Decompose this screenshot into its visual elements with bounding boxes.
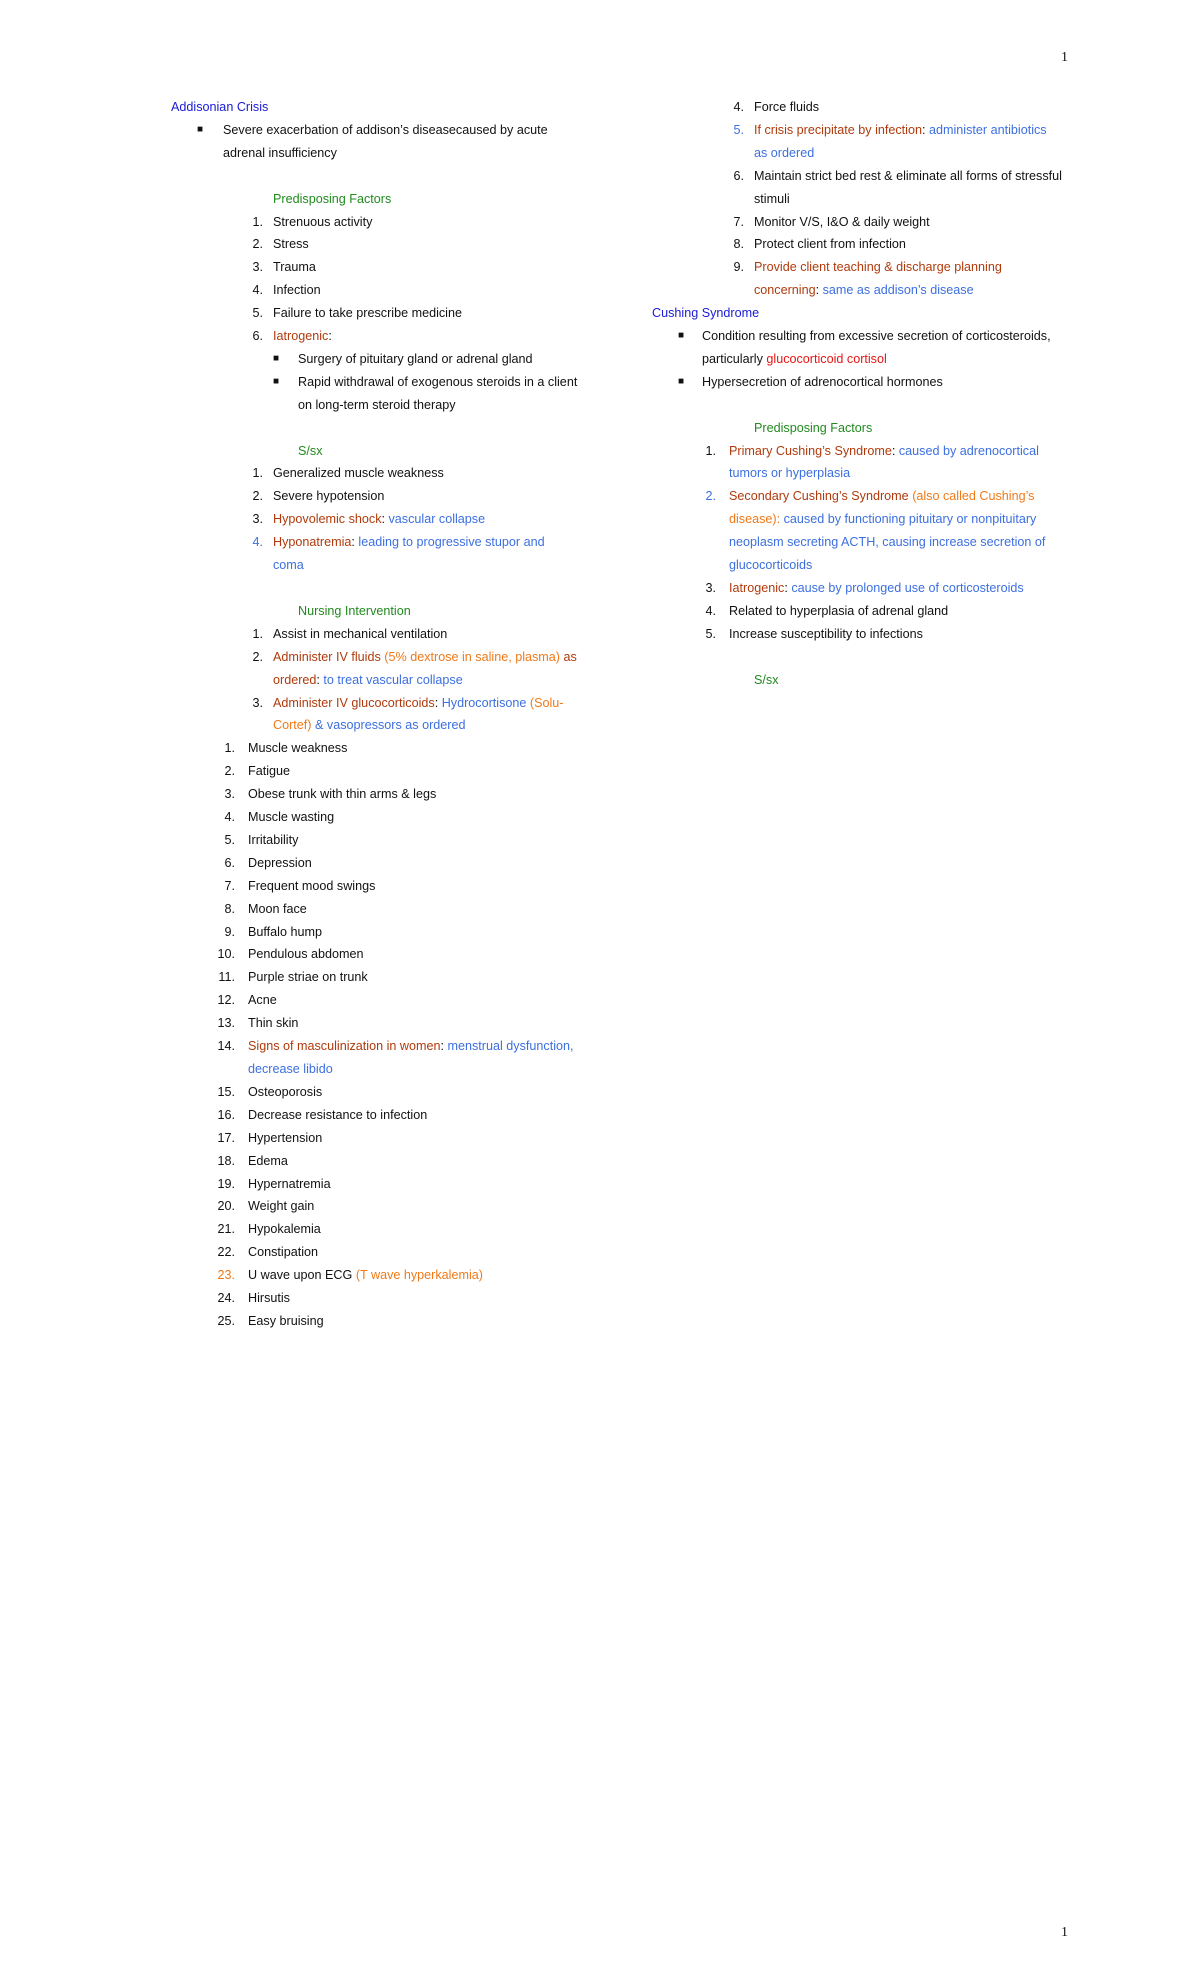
bullet-icon: ■: [678, 330, 685, 342]
list-item: 6. Iatrogenic:: [252, 329, 332, 344]
list-item: 3. Trauma: [252, 260, 316, 275]
cushing-ssx-item: 10. Pendulous abdomen: [217, 947, 364, 962]
list-item: 4. Related to hyperplasia of adrenal gland: [705, 603, 949, 618]
list-item: 5. Increase susceptibility to infections: [705, 626, 923, 641]
cushing-ssx-item: 21. Hypokalemia: [217, 1222, 321, 1237]
list-item-cont: as ordered: [754, 145, 815, 160]
list-item-cont: ordered: to treat vascular collapse: [273, 672, 463, 687]
right-column: [652, 96, 1082, 692]
cushing-ssx-item: 3. Obese trunk with thin arms & legs: [224, 787, 437, 802]
cushing-ssx-item: 16. Decrease resistance to infection: [217, 1107, 428, 1122]
list-item-cont: coma: [273, 558, 304, 573]
cushing-ssx-item: 24. Hirsutis: [217, 1291, 290, 1306]
ssx-heading: S/sx: [298, 443, 323, 458]
list-item-cont: Cortef) & vasopressors as ordered: [273, 718, 466, 733]
sub-bullet-cont: on long-term steroid therapy: [298, 397, 456, 412]
list-item: 4. Infection: [252, 283, 321, 298]
cushing-ssx-item: 9. Buffalo hump: [224, 924, 322, 939]
intro-bullet-cont: adrenal insufficiency: [223, 145, 337, 160]
list-item: 8. Protect client from infection: [733, 237, 906, 252]
cushing-ssx-item: 17. Hypertension: [217, 1130, 323, 1145]
list-item: 2. Secondary Cushing’s Syndrome (also called Cushing’s: [705, 489, 1035, 504]
list-item: 9. Provide client teaching & discharge planning: [733, 260, 1002, 275]
cushing-ssx-item: 15. Osteoporosis: [217, 1084, 323, 1099]
cushing-ssx-heading: S/sx: [754, 672, 779, 687]
predisposing-heading: Predisposing Factors: [273, 191, 392, 206]
list-item-cont: concerning: same as addison’s disease: [754, 283, 974, 298]
list-item-cont: tumors or hyperplasia: [729, 466, 851, 481]
cushing-ssx-item: 7. Frequent mood swings: [224, 878, 376, 893]
cushing-ssx-item: 18. Edema: [217, 1153, 288, 1168]
list-item: 5. If crisis precipitate by infection: administer antibiotics: [733, 122, 1047, 137]
cushing-bullet: ■ Hypersecretion of adrenocortical hormones: [652, 371, 1082, 394]
cushing-ssx-item: 5. Irritability: [224, 832, 299, 847]
cushing-ssx-item: 19. Hypernatremia: [217, 1176, 331, 1191]
list-item: 5. Failure to take prescribe medicine: [252, 306, 462, 321]
cushing-ssx-item: 13. Thin skin: [217, 1016, 299, 1031]
sub-bullet: ■ Rapid withdrawal of exogenous steroids in a client: [171, 371, 601, 394]
list-item-cont: neoplasm secreting ACTH, causing increase secretion of: [729, 535, 1046, 550]
cushing-predisposing-heading: Predisposing Factors: [754, 420, 873, 435]
cushing-bullet: ■ Condition resulting from excessive secretion of corticosteroids,: [652, 325, 1082, 348]
cushing-ssx-item: 25. Easy bruising: [217, 1313, 324, 1328]
list-item: 3. Iatrogenic: cause by prolonged use of corticosteroids: [705, 581, 1024, 596]
cushing-ssx-item: 4. Muscle wasting: [224, 810, 335, 825]
cushing-bullet-cont: particularly glucocorticoid cortisol: [702, 351, 887, 366]
list-item: 1. Strenuous activity: [252, 214, 373, 229]
cushing-ssx-item-cont: decrease libido: [248, 1062, 333, 1077]
cushing-ssx-item: 20. Weight gain: [217, 1199, 315, 1214]
list-item: 1. Assist in mechanical ventilation: [252, 626, 448, 641]
bullet-icon: ■: [273, 352, 280, 364]
bullet-icon: ■: [197, 123, 204, 135]
list-item: 4. Force fluids: [733, 100, 820, 114]
list-item: 3. Hypovolemic shock: vascular collapse: [252, 512, 486, 527]
list-item: 4. Hyponatremia: leading to progressive stupor and: [252, 535, 545, 550]
list-item: 2. Severe hypotension: [252, 489, 385, 504]
list-item: 1. Generalized muscle weakness: [252, 466, 444, 481]
list-item-cont: glucocorticoids: [729, 558, 813, 573]
cushing-ssx-item: 12. Acne: [217, 993, 277, 1008]
cushing-ssx-item: 22. Constipation: [217, 1245, 319, 1260]
cushing-ssx-item: 2. Fatigue: [224, 764, 291, 779]
list-item: 2. Stress: [252, 237, 309, 252]
list-item-cont: stimuli: [754, 191, 790, 206]
list-item: 6. Maintain strict bed rest & eliminate all forms of stressful: [733, 168, 1062, 183]
cushing-ssx-item: 23. U wave upon ECG (T wave hyperkalemia): [217, 1268, 483, 1283]
list-item: 7. Monitor V/S, I&O & daily weight: [733, 214, 930, 229]
list-item: 1. Primary Cushing’s Syndrome: caused by adrenocortical: [705, 443, 1039, 458]
bullet-icon: ■: [273, 375, 280, 387]
cushing-ssx-item: 11. Purple striae on trunk: [218, 970, 368, 985]
list-item-cont: disease): caused by functioning pituitary or nonpituitary: [729, 512, 1037, 527]
cushing-ssx-item: 14. Signs of masculinization in women: menstrual dysfunction,: [217, 1039, 574, 1054]
list-item: 3. Administer IV glucocorticoids: Hydrocortisone (Solu-: [252, 695, 564, 710]
section-title-addisonian: Addisonian Crisis: [171, 100, 269, 114]
page-number-top: 1: [1061, 50, 1068, 65]
cushing-ssx-item: 8. Moon face: [224, 901, 307, 916]
bullet-icon: ■: [678, 375, 685, 387]
cushing-ssx-item: 6. Depression: [224, 855, 312, 870]
left-column: [171, 96, 601, 1333]
nursing-heading: Nursing Intervention: [298, 603, 411, 618]
intro-bullet: ■ Severe exacerbation of addison’s diseasecaused by acute: [171, 119, 601, 142]
cushing-ssx-item: 1. Muscle weakness: [224, 741, 348, 756]
section-title-cushing: Cushing Syndrome: [652, 306, 760, 321]
page-number-bottom: 1: [1061, 1925, 1068, 1940]
list-item: 2. Administer IV fluids (5% dextrose in saline, plasma) as: [252, 649, 577, 664]
sub-bullet: ■ Surgery of pituitary gland or adrenal gland: [171, 348, 601, 371]
